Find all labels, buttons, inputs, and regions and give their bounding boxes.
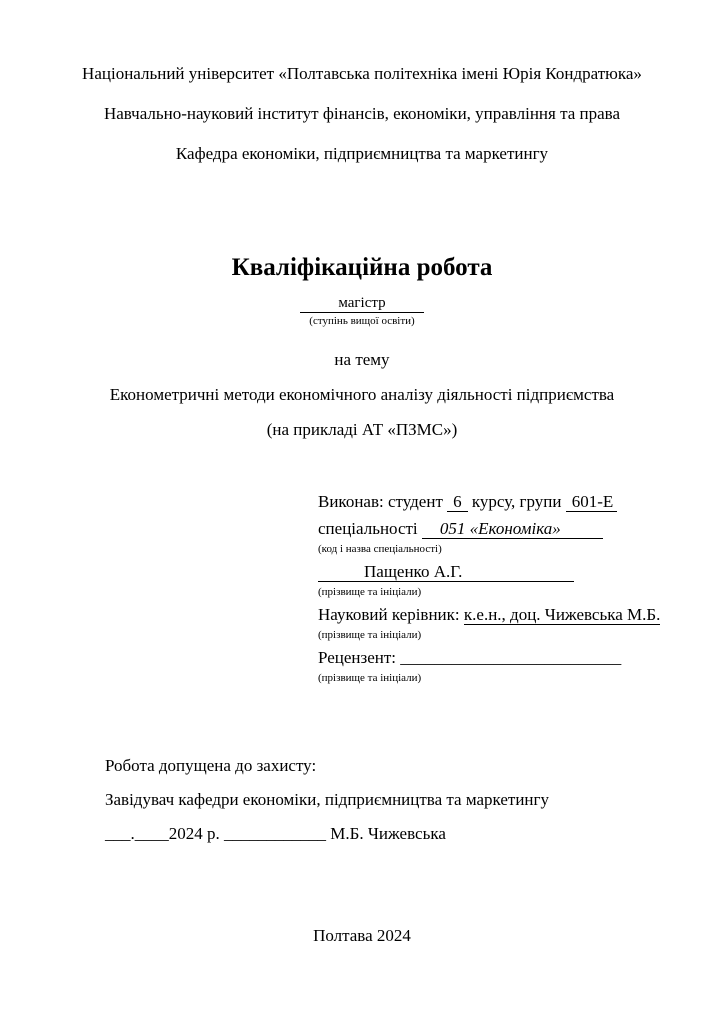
approval-line2: Завідувач кафедри економіки, підприємництва та маркетингу <box>105 790 550 809</box>
approval-line1: Робота допущена до захисту: <box>105 756 317 775</box>
degree-value: магістр <box>300 295 423 313</box>
reviewer-line <box>318 648 698 668</box>
author-name: Пащенко А.Г. <box>318 562 574 582</box>
specialty-caption: (код і назва спеціальності) <box>318 543 442 555</box>
approval-block <box>105 756 664 858</box>
author-block <box>318 492 698 691</box>
author-name-caption: (прізвище та ініціали) <box>318 586 422 598</box>
supervisor-line <box>318 605 698 625</box>
supervisor-label: Науковий керівник: <box>318 605 460 624</box>
theme-block <box>0 350 724 455</box>
approval-line3: ___.____2024 р. ____________ М.Б. Чижевська <box>105 824 446 843</box>
supervisor-caption: (прізвище та ініціали) <box>318 629 422 641</box>
specialty-line <box>318 519 698 539</box>
on-theme-label: на тему <box>334 350 390 369</box>
reviewer-label: Рецензент: <box>318 648 397 667</box>
institute-name: Навчально-науковий інститут фінансів, економіки, управління та права <box>103 104 621 123</box>
footer <box>0 926 724 946</box>
title-block <box>0 254 724 328</box>
course-value: 6 <box>447 492 468 512</box>
theme-line2: (на прикладі АТ «ПЗМС») <box>266 420 458 439</box>
supervisor-value: к.е.н., доц. Чижевська М.Б. <box>463 605 661 624</box>
theme-line1: Економетричні методи економічного аналізу діяльності підприємства <box>109 385 615 404</box>
performed-line <box>318 492 698 512</box>
work-title: Кваліфікаційна робота <box>231 254 493 281</box>
author-name-line <box>318 562 698 582</box>
reviewer-caption: (прізвище та ініціали) <box>318 672 422 684</box>
reviewer-blank: __________________________ <box>400 648 622 667</box>
specialty-label: спеціальності <box>318 519 418 538</box>
group-value: 601-Е <box>566 492 618 512</box>
university-name: Національний університет «Полтавська політехніка імені Юрія Кондратюка» <box>82 64 642 83</box>
degree-caption: (ступінь вищої освіти) <box>309 315 415 327</box>
specialty-value: 051 «Економіка» <box>422 519 603 539</box>
performed-middle: курсу, групи <box>471 492 562 511</box>
degree-line <box>0 295 724 313</box>
department-name: Кафедра економіки, підприємництва та маркетингу <box>175 144 549 163</box>
performed-prefix: Виконав: студент <box>318 492 443 511</box>
header <box>0 64 724 184</box>
city-year: Полтава 2024 <box>313 926 411 945</box>
